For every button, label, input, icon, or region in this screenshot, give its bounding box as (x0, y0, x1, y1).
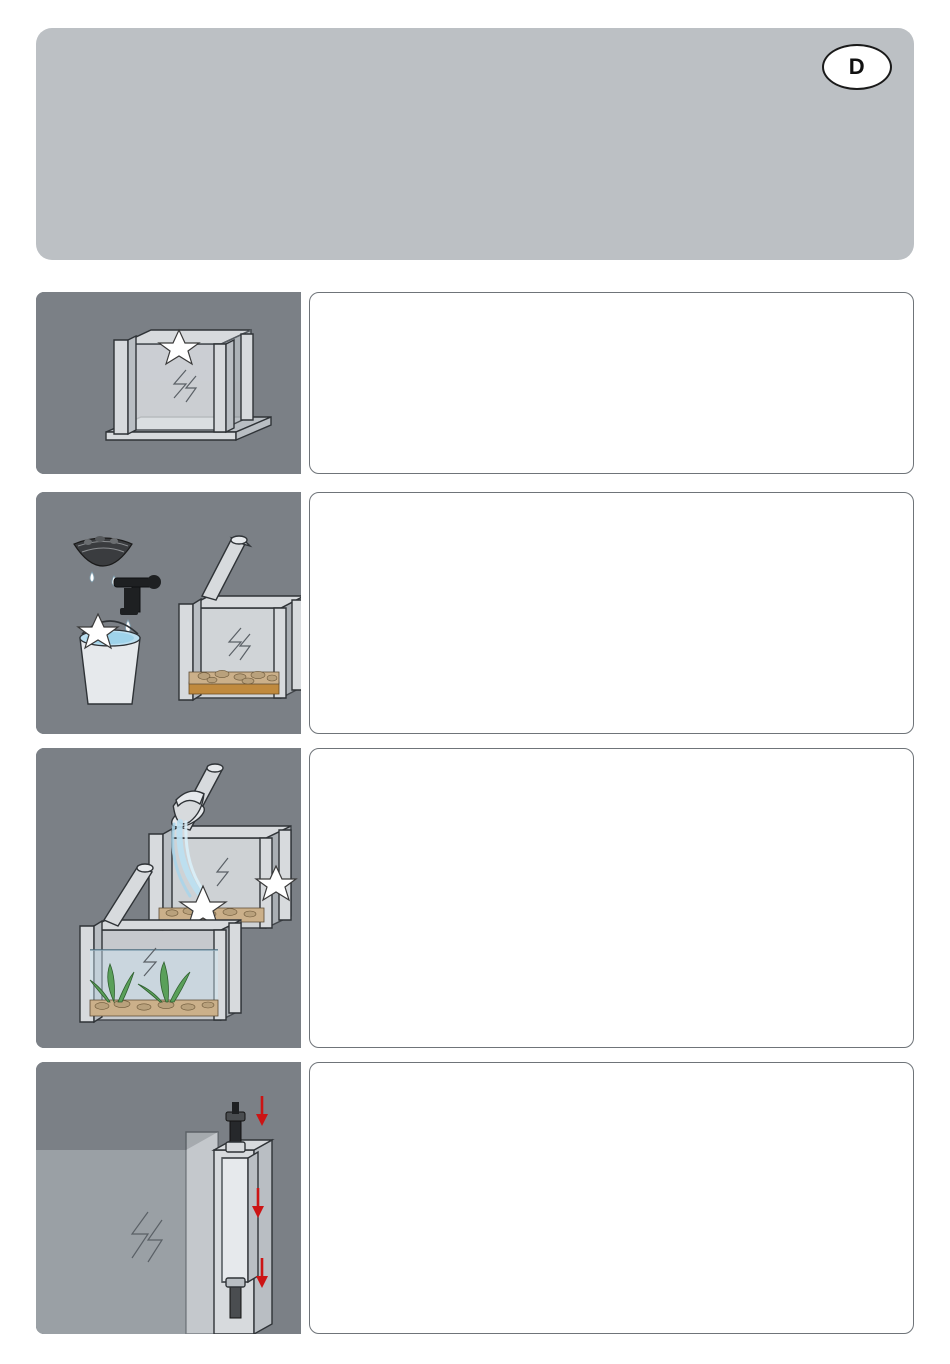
step-2-text-panel (309, 492, 914, 734)
step-4-text (310, 1063, 913, 1095)
step-3-text (310, 749, 913, 781)
step-3-text-panel (309, 748, 914, 1048)
step-row-2 (36, 492, 914, 734)
step-1-illustration (36, 292, 301, 474)
filling-tank-drawing (36, 492, 301, 734)
step-1-text-panel (309, 292, 914, 474)
language-badge: D (822, 44, 892, 90)
filter-detail-drawing (36, 1062, 301, 1334)
empty-tank-drawing (36, 292, 301, 474)
step-row-4 (36, 1062, 914, 1334)
step-3-illustration (36, 748, 301, 1048)
step-row-3 (36, 748, 914, 1048)
step-1-text (310, 293, 913, 325)
header-banner (36, 28, 914, 260)
step-4-text-panel (309, 1062, 914, 1334)
step-2-illustration (36, 492, 301, 734)
step-2-text (310, 493, 913, 525)
pouring-water-drawing (36, 748, 301, 1048)
step-4-illustration (36, 1062, 301, 1334)
step-row-1 (36, 292, 914, 474)
